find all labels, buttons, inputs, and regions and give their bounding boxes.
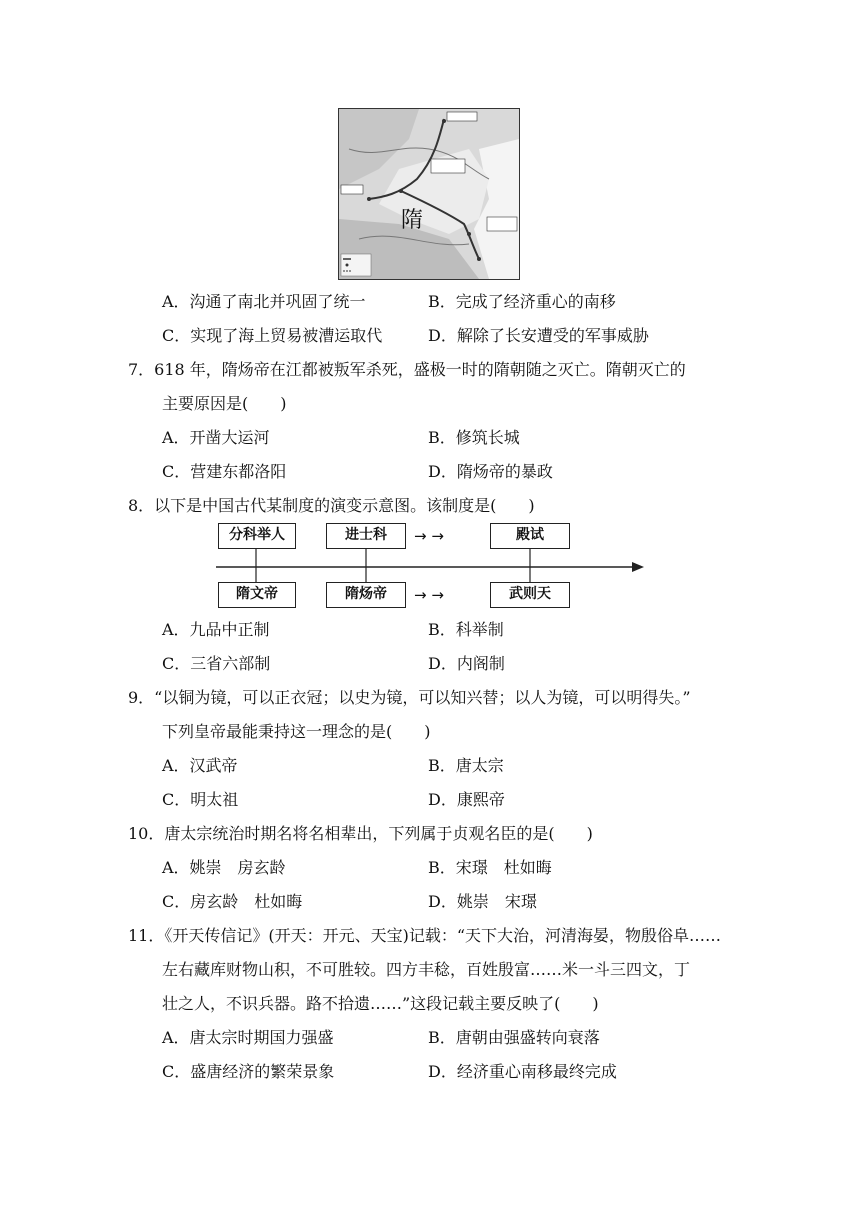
q9-stem-line1: 9．“以铜为镜，可以正衣冠；以史为镜，可以知兴替；以人为镜，可以明得失。”: [128, 688, 691, 707]
map-big-label: 隋: [401, 208, 424, 233]
q9-option-c[interactable]: C．明太祖: [162, 790, 239, 809]
q8-option-b[interactable]: B．科举制: [428, 620, 504, 639]
q7-stem-line1: 7．618 年，隋炀帝在江都被叛军杀死，盛极一时的隋朝随之灭亡。隋朝灭亡的: [128, 360, 686, 379]
q9-stem-line2: 下列皇帝最能秉持这一理念的是( ): [162, 722, 431, 741]
q10-option-a[interactable]: A．姚崇 房玄龄: [162, 858, 286, 877]
q9-option-a[interactable]: A．汉武帝: [162, 756, 238, 775]
q10-option-c[interactable]: C．房玄龄 杜如晦: [162, 892, 303, 911]
q6-option-c[interactable]: C．实现了海上贸易被漕运取代: [162, 326, 383, 345]
sui-canal-map: [338, 108, 520, 280]
q11-option-d[interactable]: D．经济重心南移最终完成: [428, 1062, 617, 1081]
q7-option-a[interactable]: A．开凿大运河: [162, 428, 270, 447]
q10-option-b[interactable]: B．宋璟 杜如晦: [428, 858, 552, 877]
map-drawing: [339, 109, 519, 279]
q6-option-b[interactable]: B．完成了经济重心的南移: [428, 292, 616, 311]
q11-stem-line1: 11．《开天传信记》(开天：开元、天宝)记载：“天下大治，河清海晏，物殷俗阜……: [128, 926, 722, 945]
q7-option-c[interactable]: C．营建东都洛阳: [162, 462, 287, 481]
arrows-bottom: → →: [414, 586, 444, 604]
box-wu-zetian: 武则天: [490, 582, 570, 608]
box-sui-wendi: 隋文帝: [218, 582, 296, 608]
box-jinshi-ke: 进士科: [326, 523, 406, 549]
q11-option-a[interactable]: A．唐太宗时期国力强盛: [162, 1028, 334, 1047]
q7-option-b[interactable]: B．修筑长城: [428, 428, 520, 447]
q7-option-d[interactable]: D．隋炀帝的暴政: [428, 462, 553, 481]
q9-option-b[interactable]: B．唐太宗: [428, 756, 504, 775]
q9-option-d[interactable]: D．康熙帝: [428, 790, 505, 809]
q8-stem-line1: 8．以下是中国古代某制度的演变示意图。该制度是( ): [128, 496, 535, 515]
q8-option-c[interactable]: C．三省六部制: [162, 654, 271, 673]
q6-option-d[interactable]: D．解除了长安遭受的军事威胁: [428, 326, 649, 345]
q11-option-c[interactable]: C．盛唐经济的繁荣景象: [162, 1062, 335, 1081]
q10-option-d[interactable]: D．姚崇 宋璟: [428, 892, 537, 911]
q11-stem-line3: 壮之人，不识兵器。路不拾遗……”这段记载主要反映了( ): [162, 994, 599, 1013]
box-fenke-juren: 分科举人: [218, 523, 296, 549]
arrows-top: → →: [414, 527, 444, 545]
q8-option-d[interactable]: D．内阁制: [428, 654, 505, 673]
q8-option-a[interactable]: A．九品中正制: [162, 620, 270, 639]
q11-stem-line2: 左右藏库财物山积，不可胜较。四方丰稔，百姓殷富……米一斗三四文，丁: [162, 960, 691, 979]
q10-stem-line1: 10．唐太宗统治时期名将名相辈出，下列属于贞观名臣的是( ): [128, 824, 593, 843]
q11-option-b[interactable]: B．唐朝由强盛转向衰落: [428, 1028, 600, 1047]
q6-option-a[interactable]: A．沟通了南北并巩固了统一: [162, 292, 366, 311]
box-dianshi: 殿试: [490, 523, 570, 549]
box-sui-yangdi: 隋炀帝: [326, 582, 406, 608]
exam-system-diagram: [216, 520, 646, 614]
q7-stem-line2: 主要原因是( ): [162, 394, 287, 413]
